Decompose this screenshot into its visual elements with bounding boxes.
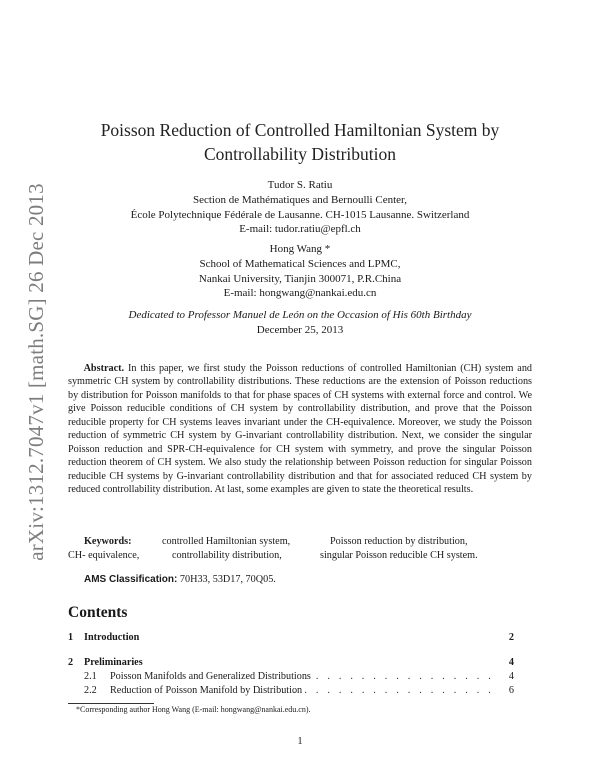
ams-label: AMS Classification: [84, 574, 178, 585]
contents-heading: Contents [68, 604, 128, 621]
author-affiliation: Nankai University, Tianjin 300071, P.R.China [198, 272, 402, 285]
keyword: controlled Hamiltonian system, [162, 536, 291, 547]
toc-leader: . . . . . . . . . . . . . . . . . . . . . [258, 685, 494, 696]
toc-entry[interactable] [68, 685, 514, 699]
author-block-2 [60, 242, 540, 301]
toc-page: 2 [508, 632, 514, 643]
author-email: E-mail: hongwang@nankai.edu.cn [223, 287, 377, 300]
keywords-label: Keywords: [84, 536, 132, 547]
toc-entry[interactable] [68, 671, 514, 685]
author-email: E-mail: tudor.ratiu@epfl.ch [239, 223, 361, 236]
footnote-rule [68, 703, 154, 704]
author-affiliation: École Polytechnique Fédérale de Lausanne. CH-1015 Lausanne. Switzerland [130, 208, 470, 221]
keyword: CH- equivalence, [68, 549, 140, 561]
author-name: Hong Wang * [269, 243, 331, 255]
keywords [68, 535, 532, 562]
arxiv-identifier: arXiv:1312.7047v1 [math.SG] 26 Dec 2013 [24, 183, 48, 561]
abstract-label: Abstract. [83, 363, 125, 374]
author-affiliation: Section de Mathématiques and Bernoulli Center, [192, 193, 407, 206]
toc-title: Preliminaries [84, 657, 143, 668]
toc-title: Reduction of Poisson Manifold by Distribution [110, 685, 303, 696]
dedication-block [40, 308, 560, 338]
toc-number: 1 [68, 632, 74, 643]
toc-page: 6 [508, 685, 514, 696]
toc-entry[interactable] [68, 632, 514, 646]
abstract-text: In this paper, we first study the Poisson reductions of controlled Hamiltonian (CH) system and symmetric CH system by controllability distributions. These reductions are the extension of Poisson reductions by distribution for Poisson manifolds to that for phase spaces of CH systems with external force and control. We give Poisson reducible conditions of CH system by controllability distribution, and prove that the Poisson reducible property for CH systems leaves invariant under the CH-equivalence. Moreover, we study the Poisson reduction of symmetric CH system by G-invariant controllability distribution. Next, we consider the singular Poisson reduction and SPR-CH-equivalence for CH system with symmetry, and prove the singular Poisson reduction theorem of CH system. We also study the relationship between Poisson reduction for singular Poisson reducible CH systems by G-invariant controllability distribution and that for associated reduced CH system by reduced controllability distribution. At last, some examples are given to state the theoretical results. [68, 363, 533, 496]
toc-title: Introduction [84, 632, 140, 643]
title-line-1: Poisson Reduction of Controlled Hamiltonian System by [100, 120, 500, 140]
page-number: 1 [297, 736, 303, 747]
title-line-2: Controllability Distribution [203, 144, 396, 164]
toc-entry[interactable] [68, 657, 514, 671]
author-affiliation: School of Mathematical Sciences and LPMC, [199, 257, 401, 270]
date: December 25, 2013 [256, 323, 344, 336]
toc-number: 2 [68, 657, 74, 668]
paper-title [60, 118, 540, 166]
dedication: Dedicated to Professor Manuel de León on the Occasion of His 60th Birthday [128, 309, 472, 321]
toc-page: 4 [508, 657, 514, 668]
toc-number: 2.2 [84, 685, 97, 696]
keyword: controllability distribution, [172, 549, 282, 561]
abstract [68, 362, 532, 497]
toc-page: 4 [508, 671, 514, 682]
ams-classification [84, 574, 276, 585]
author-name: Tudor S. Ratiu [267, 179, 333, 191]
toc-leader: . . . . . . . . . . . . . . . . . [304, 671, 494, 682]
ams-codes: 70H33, 53D17, 70Q05. [179, 574, 276, 585]
footnote: *Corresponding author Hong Wang (E-mail: hongwang@nankai.edu.cn). [76, 705, 311, 714]
keyword: singular Poisson reducible CH system. [320, 549, 478, 561]
toc-number: 2.1 [84, 671, 97, 682]
author-block-1 [60, 178, 540, 237]
keyword: Poisson reduction by distribution, [330, 536, 468, 547]
toc-title: Poisson Manifolds and Generalized Distributions [110, 671, 311, 682]
